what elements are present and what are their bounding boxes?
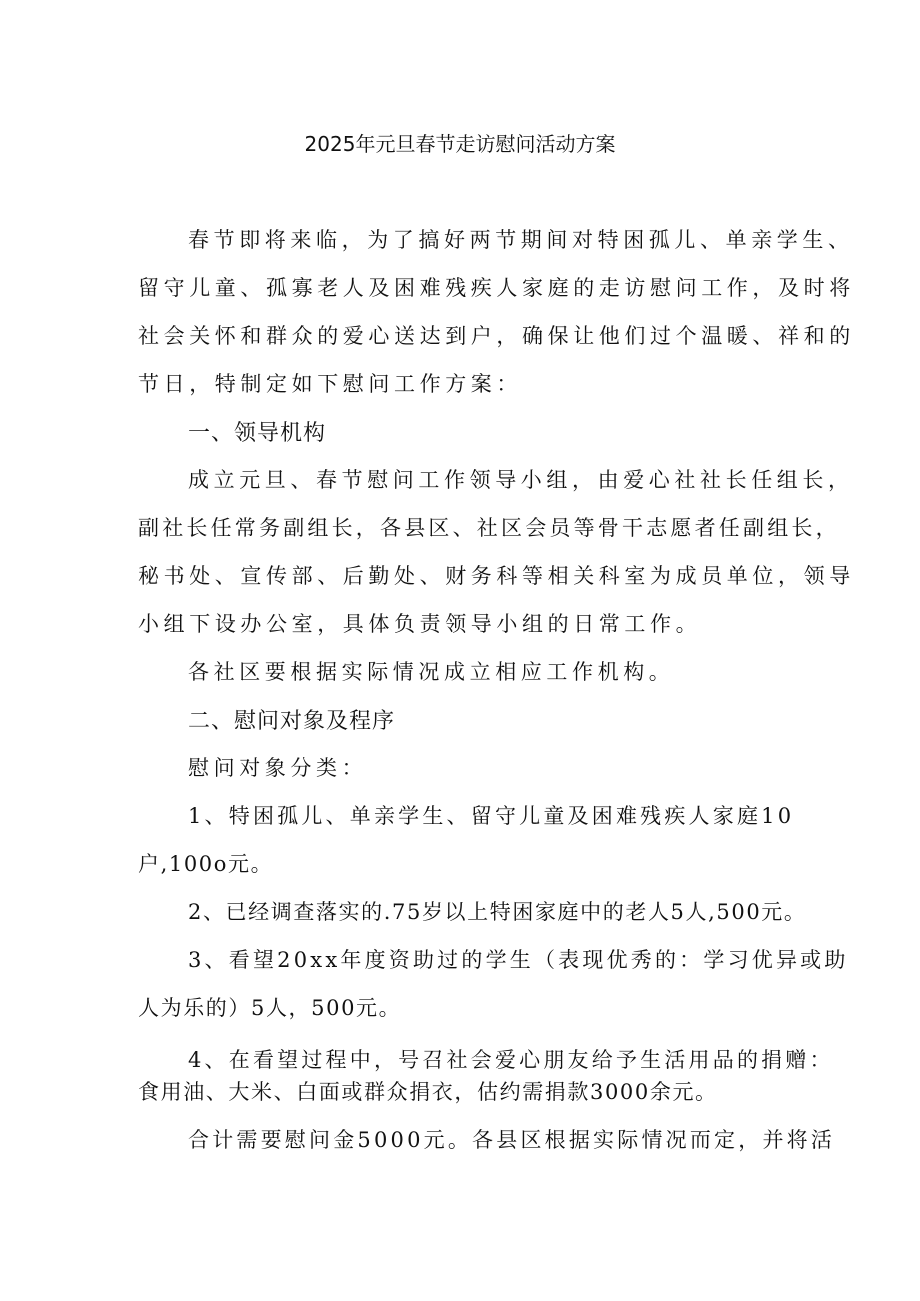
section-1-para-line-2: 副社长任常务副组长，各县区、社区会员等骨干志愿者任副组长， [138, 516, 840, 540]
intro-line-3: 社会关怀和群众的爱心送达到户，确保让他们过个温暖、祥和的 [138, 324, 855, 348]
item-4-line-1: 4、在看望过程中，号召社会爱心朋友给予生活用品的捐赠： [188, 1048, 834, 1072]
item-3-line-1: 3、看望20xx年度资助过的学生（表现优秀的：学习优异或助 [188, 948, 849, 972]
section-1-para-line-4: 小组下设办公室，具体负责领导小组的日常工作。 [138, 612, 702, 636]
section-1-para-2: 各社区要根据实际情况成立相应工作机构。 [188, 660, 675, 684]
section-1-para-line-1: 成立元旦、春节慰问工作领导小组，由爱心社社长任组长， [188, 468, 854, 492]
section-2-subheading: 慰问对象分类： [188, 756, 368, 780]
item-3-line-2: 人为乐的）5人，500元。 [138, 996, 402, 1020]
intro-line-1: 春节即将来临，为了搞好两节期间对特困孤儿、单亲学生、 [188, 228, 854, 252]
section-2-heading: 二、慰问对象及程序 [188, 709, 396, 734]
section-1-para-line-3: 秘书处、宣传部、后勤处、财务科等相关科室为成员单位，领导 [138, 564, 855, 588]
total-line: 合计需要慰问金5000元。各县区根据实际情况而定，并将活 [188, 1128, 836, 1152]
intro-line-4: 节日，特制定如下慰问工作方案： [138, 372, 522, 396]
item-1-line-2: 户,100o元。 [138, 852, 274, 876]
item-4-line-2: 食用油、大米、白面或群众捐衣，估约需捐款3000余元。 [138, 1080, 718, 1104]
section-1-heading: 一、领导机构 [188, 421, 327, 446]
document-title: 2025年元旦春节走访慰问活动方案 [304, 132, 616, 156]
intro-line-2: 留守儿童、孤寡老人及困难残疾人家庭的走访慰问工作，及时将 [138, 276, 855, 300]
item-1-line-1: 1、特困孤儿、单亲学生、留守儿童及困难残疾人家庭10 [188, 804, 795, 828]
item-2: 2、已经调查落实的.75岁以上特困家庭中的老人5人,500元。 [188, 900, 807, 924]
